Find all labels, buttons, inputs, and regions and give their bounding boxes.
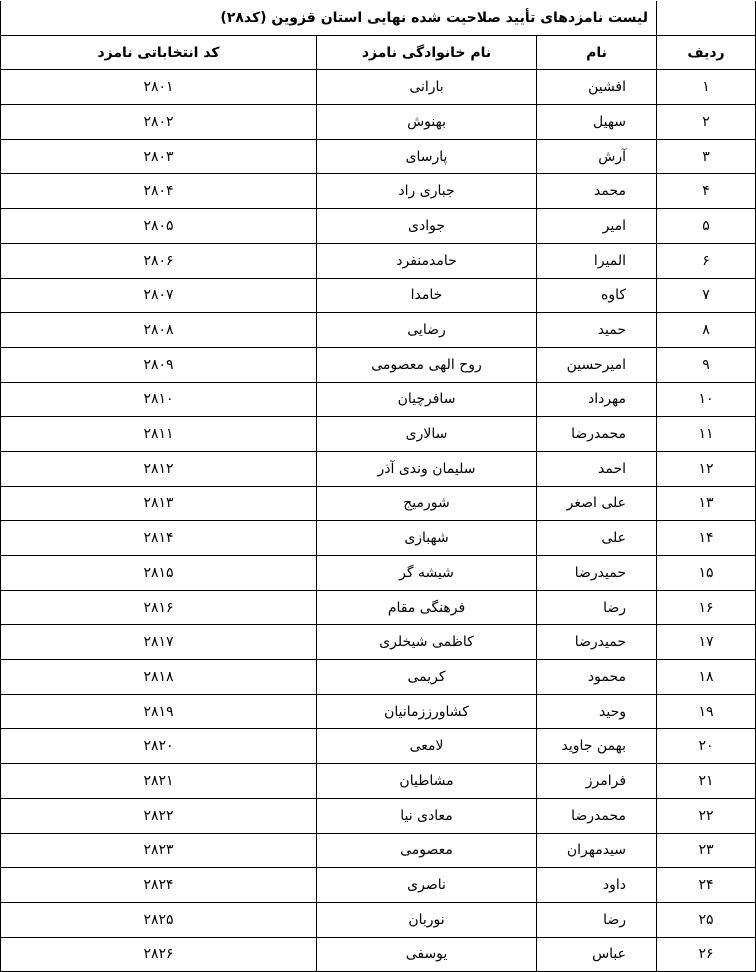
- candidate-code: ۲۸۲۲: [1, 798, 317, 833]
- candidate-first-name: احمد: [537, 451, 657, 486]
- row-number: ۱۴: [657, 521, 756, 556]
- candidate-first-name: وحید: [537, 694, 657, 729]
- candidate-family-name: پارسای: [317, 139, 537, 174]
- candidate-family-name: بهنوش: [317, 105, 537, 140]
- candidate-code: ۲۸۲۴: [1, 868, 317, 903]
- table-row: [1, 139, 756, 174]
- table-row: [1, 798, 756, 833]
- candidate-family-name: سالاری: [317, 417, 537, 452]
- candidate-first-name: محمد: [537, 174, 657, 209]
- candidate-first-name: محمدرضا: [537, 417, 657, 452]
- row-number: ۱۶: [657, 590, 756, 625]
- candidate-first-name: علی اصغر: [537, 486, 657, 521]
- candidate-family-name: خامدا: [317, 278, 537, 313]
- candidate-code: ۲۸۰۹: [1, 347, 317, 382]
- title-blank-cell: [657, 1, 756, 35]
- candidate-code: ۲۸۰۶: [1, 243, 317, 278]
- candidate-family-name: ناصری: [317, 868, 537, 903]
- candidate-first-name: المیرا: [537, 243, 657, 278]
- row-number: ۵: [657, 209, 756, 244]
- row-number: ۲۶: [657, 937, 756, 972]
- candidate-code: ۲۸۰۵: [1, 209, 317, 244]
- row-number: ۱۳: [657, 486, 756, 521]
- candidate-code: ۲۸۲۱: [1, 764, 317, 799]
- table-body: [1, 70, 756, 972]
- candidate-family-name: سلیمان وندی آذر: [317, 451, 537, 486]
- candidate-first-name: آرش: [537, 139, 657, 174]
- candidate-code: ۲۸۱۷: [1, 625, 317, 660]
- candidate-code: ۲۸۱۸: [1, 660, 317, 695]
- table-row: [1, 729, 756, 764]
- table-row: [1, 105, 756, 140]
- row-number: ۴: [657, 174, 756, 209]
- candidate-code: ۲۸۲۵: [1, 902, 317, 937]
- table-row: [1, 590, 756, 625]
- candidate-code: ۲۸۱۰: [1, 382, 317, 417]
- table-title: لیست نامزدهای تأیید صلاحیت شده نهایی استان قزوین (کد۲۸): [1, 1, 657, 35]
- table-row: [1, 174, 756, 209]
- table-row: [1, 347, 756, 382]
- header-code: کد انتخاباتی نامزد: [1, 35, 317, 70]
- candidate-code: ۲۸۱۲: [1, 451, 317, 486]
- row-number: ۲۳: [657, 833, 756, 868]
- candidate-family-name: کشاورززمانیان: [317, 694, 537, 729]
- candidate-first-name: محمود: [537, 660, 657, 695]
- row-number: ۳: [657, 139, 756, 174]
- candidate-first-name: امیرحسین: [537, 347, 657, 382]
- table-row: [1, 660, 756, 695]
- row-number: ۱۸: [657, 660, 756, 695]
- table-row: [1, 764, 756, 799]
- row-number: ۲۵: [657, 902, 756, 937]
- table-row: [1, 278, 756, 313]
- candidate-family-name: معادی نیا: [317, 798, 537, 833]
- candidate-code: ۲۸۰۱: [1, 70, 317, 105]
- candidate-first-name: افشین: [537, 70, 657, 105]
- candidate-code: ۲۸۰۷: [1, 278, 317, 313]
- table-row: [1, 556, 756, 591]
- header-radif: ردیف: [657, 35, 756, 70]
- row-number: ۱۹: [657, 694, 756, 729]
- table-row: [1, 209, 756, 244]
- candidate-first-name: رضا: [537, 902, 657, 937]
- candidate-family-name: مشاطیان: [317, 764, 537, 799]
- candidate-family-name: سافرچیان: [317, 382, 537, 417]
- candidate-first-name: علی: [537, 521, 657, 556]
- row-number: ۱۷: [657, 625, 756, 660]
- candidate-family-name: شورمیج: [317, 486, 537, 521]
- row-number: ۱۰: [657, 382, 756, 417]
- table-row: [1, 417, 756, 452]
- candidate-code: ۲۸۰۸: [1, 313, 317, 348]
- candidate-first-name: داود: [537, 868, 657, 903]
- row-number: ۲۱: [657, 764, 756, 799]
- table-row: [1, 451, 756, 486]
- candidate-family-name: نوربان: [317, 902, 537, 937]
- row-number: ۸: [657, 313, 756, 348]
- table-row: [1, 243, 756, 278]
- table-row: [1, 902, 756, 937]
- row-number: ۲: [657, 105, 756, 140]
- candidate-code: ۲۸۰۴: [1, 174, 317, 209]
- table-row: [1, 868, 756, 903]
- candidate-first-name: سهیل: [537, 105, 657, 140]
- candidate-code: ۲۸۰۳: [1, 139, 317, 174]
- table-row: [1, 70, 756, 105]
- candidate-first-name: سیدمهران: [537, 833, 657, 868]
- header-family: نام خانوادگی نامزد: [317, 35, 537, 70]
- candidate-code: ۲۸۱۶: [1, 590, 317, 625]
- candidate-first-name: فرامرز: [537, 764, 657, 799]
- candidate-family-name: حامدمنفرد: [317, 243, 537, 278]
- candidate-code: ۲۸۱۱: [1, 417, 317, 452]
- candidate-first-name: مهرداد: [537, 382, 657, 417]
- candidate-family-name: رضایی: [317, 313, 537, 348]
- candidate-family-name: جوادی: [317, 209, 537, 244]
- row-number: ۷: [657, 278, 756, 313]
- row-number: ۱۵: [657, 556, 756, 591]
- row-number: ۱۱: [657, 417, 756, 452]
- title-row: [1, 1, 756, 35]
- table-row: [1, 486, 756, 521]
- candidate-first-name: رضا: [537, 590, 657, 625]
- candidates-table: [0, 1, 756, 972]
- row-number: ۶: [657, 243, 756, 278]
- candidate-family-name: شیشه گر: [317, 556, 537, 591]
- candidate-code: ۲۸۱۵: [1, 556, 317, 591]
- candidate-list-document: [0, 1, 756, 963]
- row-number: ۹: [657, 347, 756, 382]
- candidate-family-name: بارانی: [317, 70, 537, 105]
- candidate-first-name: حمیدرضا: [537, 625, 657, 660]
- header-row: [1, 35, 756, 70]
- candidate-first-name: کاوه: [537, 278, 657, 313]
- table-row: [1, 382, 756, 417]
- candidate-first-name: حمیدرضا: [537, 556, 657, 591]
- candidate-code: ۲۸۲۳: [1, 833, 317, 868]
- candidate-first-name: محمدرضا: [537, 798, 657, 833]
- candidate-family-name: شهبازی: [317, 521, 537, 556]
- table-row: [1, 937, 756, 972]
- candidate-family-name: جباری راد: [317, 174, 537, 209]
- candidate-first-name: بهمن جاوید: [537, 729, 657, 764]
- row-number: ۱۲: [657, 451, 756, 486]
- candidate-code: ۲۸۱۴: [1, 521, 317, 556]
- candidate-first-name: امیر: [537, 209, 657, 244]
- candidate-family-name: فرهنگی مقام: [317, 590, 537, 625]
- candidate-code: ۲۸۰۲: [1, 105, 317, 140]
- candidate-code: ۲۸۱۹: [1, 694, 317, 729]
- table-row: [1, 625, 756, 660]
- row-number: ۲۰: [657, 729, 756, 764]
- table-row: [1, 833, 756, 868]
- candidate-code: ۲۸۱۳: [1, 486, 317, 521]
- candidate-first-name: حمید: [537, 313, 657, 348]
- header-name: نام: [537, 35, 657, 70]
- candidate-family-name: روح الهی معصومی: [317, 347, 537, 382]
- candidate-code: ۲۸۲۶: [1, 937, 317, 972]
- table-row: [1, 313, 756, 348]
- table-row: [1, 521, 756, 556]
- candidate-code: ۲۸۲۰: [1, 729, 317, 764]
- candidate-family-name: لامعی: [317, 729, 537, 764]
- row-number: ۲۴: [657, 868, 756, 903]
- candidate-family-name: کاظمی شیخلری: [317, 625, 537, 660]
- candidate-first-name: عباس: [537, 937, 657, 972]
- candidate-family-name: معصومی: [317, 833, 537, 868]
- candidate-family-name: یوسفی: [317, 937, 537, 972]
- table-row: [1, 694, 756, 729]
- candidate-family-name: کریمی: [317, 660, 537, 695]
- row-number: ۱: [657, 70, 756, 105]
- row-number: ۲۲: [657, 798, 756, 833]
